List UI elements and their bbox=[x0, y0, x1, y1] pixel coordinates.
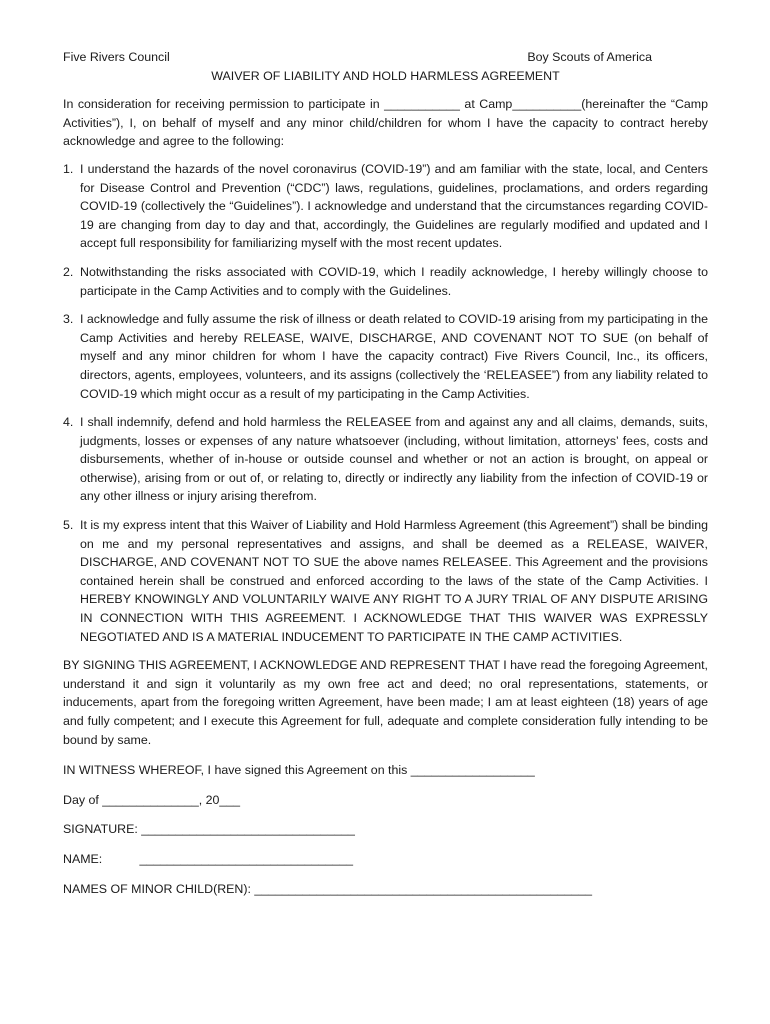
term-number: 5. bbox=[63, 518, 74, 533]
minor-children-blank[interactable]: _________________________________________________ bbox=[254, 881, 593, 896]
term-number: 3. bbox=[63, 312, 74, 327]
day-text: Day of ______________, 20___ bbox=[63, 792, 241, 807]
name-blank[interactable]: _______________________________ bbox=[139, 851, 354, 866]
term-item bbox=[63, 516, 708, 646]
signature-label: SIGNATURE: bbox=[63, 822, 138, 837]
term-item bbox=[63, 160, 708, 253]
term-text: It is my express intent that this Waiver of Liability and Hold Harmless Agreement (this Agreement”) shall be binding on me and my personal representatives and assigns, and shall be deemed as a RELEASE, WAIVER, DISCHARGE, AND COVENANT NOT TO SUE the above names RELEASEE. This Agreement and the provisions contained herein shall be construed and enforced according to the laws of the state of the Camp Activities. I HEREBY KNOWINGLY AND VOLUNTARILY WAIVE ANY RIGHT TO A JURY TRIAL OF ANY DISPUTE ARISING IN CONNECTION WITH THIS AGREEMENT. I ACKNOWLEDGE THAT THIS WAIVER WAS EXPRESSLY NEGOTIATED AND IS A MATERIAL INDUCEMENT TO PARTICIPATE IN THE CAMP ACTIVITIES. bbox=[80, 518, 708, 644]
organization-name: Boy Scouts of America bbox=[527, 50, 652, 64]
document-title: WAIVER OF LIABILITY AND HOLD HARMLESS AGREEMENT bbox=[211, 68, 560, 83]
acknowledgement-paragraph: BY SIGNING THIS AGREEMENT, I ACKNOWLEDGE AND REPRESENT THAT I have read the foregoing Agreement, understand it and sign it voluntarily as my own free act and deed; no oral representations, statements, or inducements, apart from the foregoing written Agreement, have been made; I am at least eighteen (18) years of age and fully competent; and I execute this Agreement for full, adequate and complete consideration fully intending to be bound by same. bbox=[63, 658, 708, 747]
term-item bbox=[63, 413, 708, 506]
terms-list bbox=[63, 160, 708, 646]
term-number: 1. bbox=[63, 161, 74, 176]
witness-line[interactable] bbox=[63, 761, 708, 780]
term-number: 2. bbox=[63, 264, 74, 279]
signature-blank[interactable]: _______________________________ bbox=[141, 822, 355, 837]
day-line[interactable] bbox=[63, 791, 708, 810]
document-header bbox=[63, 48, 708, 67]
signature-field[interactable] bbox=[63, 820, 708, 839]
minor-children-field[interactable] bbox=[63, 880, 708, 899]
term-text: I acknowledge and fully assume the risk of illness or death related to COVID-19 arising from my participating in the Camp Activities and hereby RELEASE, WAIVE, DISCHARGE, AND COVENANT NOT TO SUE (on behalf of myself and any minor children for whom I have the capacity contract) Five Rivers Council, Inc., its officers, directors, agents, employees, volunteers, and its assigns (collectively the ‘RELEASEE”) from any liability related to COVID-19 which might occur as a result of my participating in the Camp Activities. bbox=[80, 312, 708, 401]
term-text: Notwithstanding the risks associated with COVID-19, which I readily acknowledge, I hereby willingly choose to participate in the Camp Activities and to comply with the Guidelines. bbox=[80, 264, 708, 298]
term-text: I understand the hazards of the novel coronavirus (COVID-19”) and am familiar with the state, local, and Centers for Disease Control and Prevention (“CDC”) laws, regulations, guidelines, proclamations, and orders regarding COVID-19 (collectively the “Guidelines”). I acknowledge and understand that the circumstances regarding COVID-19 are changing from day to day and that, accordingly, the Guidelines are regularly modified and updated and I accept full responsibility for familiarizing myself with the most recent updates. bbox=[80, 161, 708, 251]
name-field[interactable] bbox=[63, 850, 708, 869]
minor-children-label: NAMES OF MINOR CHILD(REN): bbox=[63, 881, 251, 896]
council-name: Five Rivers Council bbox=[63, 50, 170, 64]
intro-paragraph: In consideration for receiving permission to participate in ___________ at Camp__________(hereinafter the “Camp Activities”), I, on behalf of myself and any minor child/children for whom I have the capacity to contract hereby acknowledge and agree to the following: bbox=[63, 97, 708, 149]
term-item bbox=[63, 310, 708, 403]
witness-text: IN WITNESS WHEREOF, I have signed this Agreement on this __________________ bbox=[63, 763, 535, 778]
name-label: NAME: bbox=[63, 851, 103, 866]
term-number: 4. bbox=[63, 415, 74, 430]
term-item bbox=[63, 263, 708, 300]
term-text: I shall indemnify, defend and hold harmless the RELEASEE from and against any and all claims, demands, suits, judgments, losses or expenses of any nature whatsoever (including, without limitation, attorneys’ fees, costs and disbursements, whether of in-house or outside counsel and whether or not an action is brought, on appeal or otherwise), arising from or out of, or relating to, directly or indirectly any liability from the infection of COVID-19 or any other illness or injury arising therefrom. bbox=[80, 415, 708, 504]
